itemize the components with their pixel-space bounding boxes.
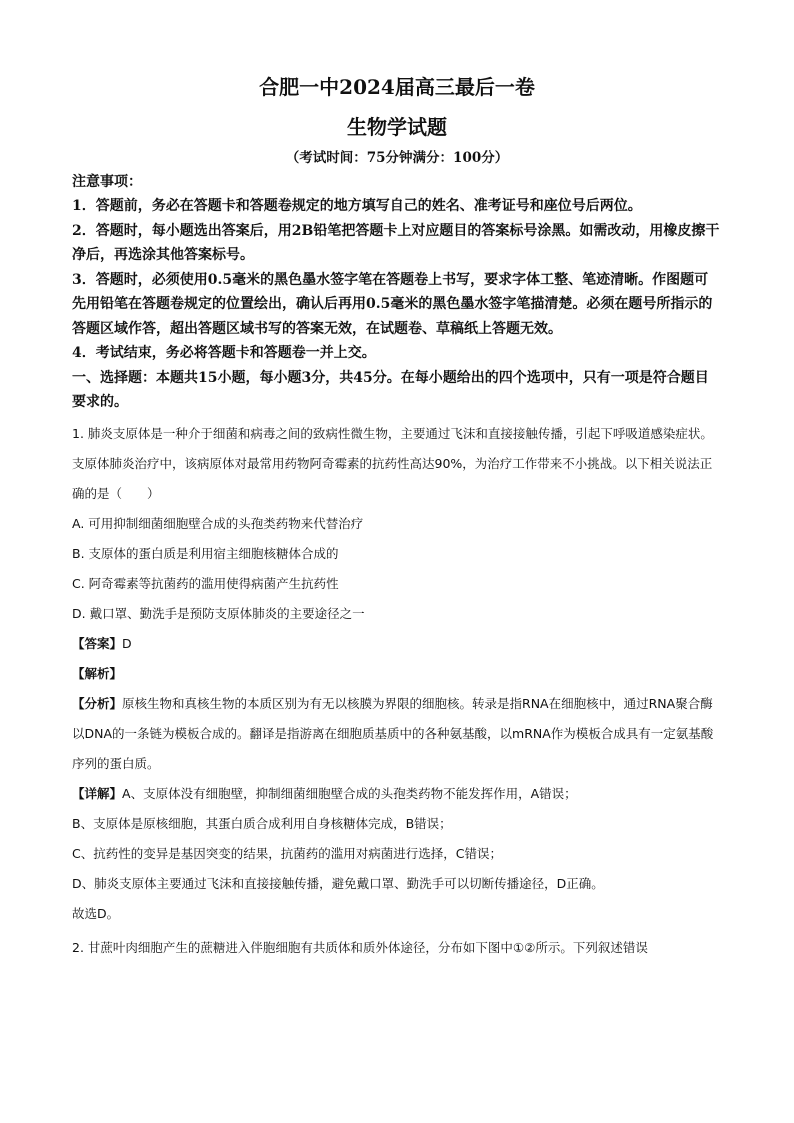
- xiangjie-line-d: D、肺炎支原体主要通过飞沫和直接接触传播，避免戴口罩、勤洗手可以切断传播途径，D正确。: [72, 875, 604, 891]
- note-item-2: 2．答题时，每小题选出答案后，用2B铅笔把答题卡上对应题目的答案标号涂黑。如需改动，用橡皮擦干净后，再选涂其他答案标号。: [72, 222, 720, 263]
- subject-title: 生物学试题: [347, 115, 447, 139]
- xiangjie-text-a: A、支原体没有细胞壁，抑制细菌细胞壁合成的头孢类药物不能发挥作用，A错误；: [122, 785, 577, 801]
- analysis-tag: 【解析】: [72, 665, 123, 681]
- question-2-stem: 2. 甘蔗叶肉细胞产生的蔗糖进入伴胞细胞有共质体和质外体途径，分布如下图中①②所示。下列叙述错误: [72, 939, 648, 955]
- fenxi-text: 原核生物和真核生物的本质区别为有无以核膜为界限的细胞核。转录是指RNA在细胞核中，通过RNA聚合酶以DNA的一条链为模板合成的。翻译是指游离在细胞质基质中的各种氨基酸，以mRNA作为模板合成具有一定氨基酸序列的蛋白质。: [72, 695, 714, 771]
- question-1-option-a: A. 可用抑制细菌细胞壁合成的头孢类药物来代替治疗: [72, 515, 364, 531]
- question-1-option-c: C. 阿奇霉素等抗菌药的滥用使得病菌产生抗药性: [72, 575, 339, 591]
- notes-heading: 注意事项：: [72, 174, 142, 190]
- note-item-1: 1．答题前，务必在答题卡和答题卷规定的地方填写自己的姓名、准考证号和座位号后两位。: [72, 198, 642, 214]
- section-heading: 一、选择题：本题共15小题，每小题3分，共45分。在每小题给出的四个选项中，只有一项是符合题目要求的。: [72, 369, 709, 410]
- question-1-option-b: B. 支原体的蛋白质是利用宿主细胞核糖体合成的: [72, 545, 339, 561]
- fenxi-paragraph: [72, 689, 722, 779]
- xiangjie-line-c: C、抗药性的变异是基因突变的结果，抗菌药的滥用对病菌进行选择，C错误；: [72, 845, 502, 861]
- note-item-3: 3．答题时，必须使用0.5毫米的黑色墨水签字笔在答题卷上书写，要求字体工整、笔迹清晰。作图题可先用铅笔在答题卷规定的位置绘出，确认后再用0.5毫米的黑色墨水签字笔描清楚。必须在题号所指示的答题区域作答，超出答题区域书写的答案无效，在试题卷、草稿纸上答题无效。: [72, 271, 713, 337]
- xiangjie-line-b: B、支原体是原核细胞，其蛋白质合成利用自身核糖体完成，B错误；: [72, 815, 452, 831]
- exam-info: （考试时间：75分钟满分：100分）: [285, 150, 509, 166]
- answer-line: [72, 629, 722, 659]
- fenxi-tag: 【分析】: [72, 695, 123, 711]
- note-item-4: 4．考试结束，务必将答题卡和答题卷一并上交。: [72, 345, 376, 361]
- conclusion: 故选D。: [72, 905, 120, 921]
- answer-tag: 【答案】: [72, 635, 123, 651]
- question-1-stem: 1. 肺炎支原体是一种介于细菌和病毒之间的致病性微生物，主要通过飞沫和直接接触传播，引起下呼吸道感染症状。支原体肺炎治疗中，该病原体对最常用药物阿奇霉素的抗药性高达90%，为治疗工作带来不小挑战。以下相关说法正确的是（ ）: [72, 425, 713, 501]
- analysis-line: [72, 659, 722, 689]
- question-1-option-d: D. 戴口罩、勤洗手是预防支原体肺炎的主要途径之一: [72, 605, 365, 621]
- xiangjie-tag: 【详解】: [72, 785, 123, 801]
- exam-title: 合肥一中2024届高三最后一卷: [259, 75, 535, 99]
- xiangjie-line-a: [72, 779, 722, 809]
- answer-value: D: [122, 635, 132, 651]
